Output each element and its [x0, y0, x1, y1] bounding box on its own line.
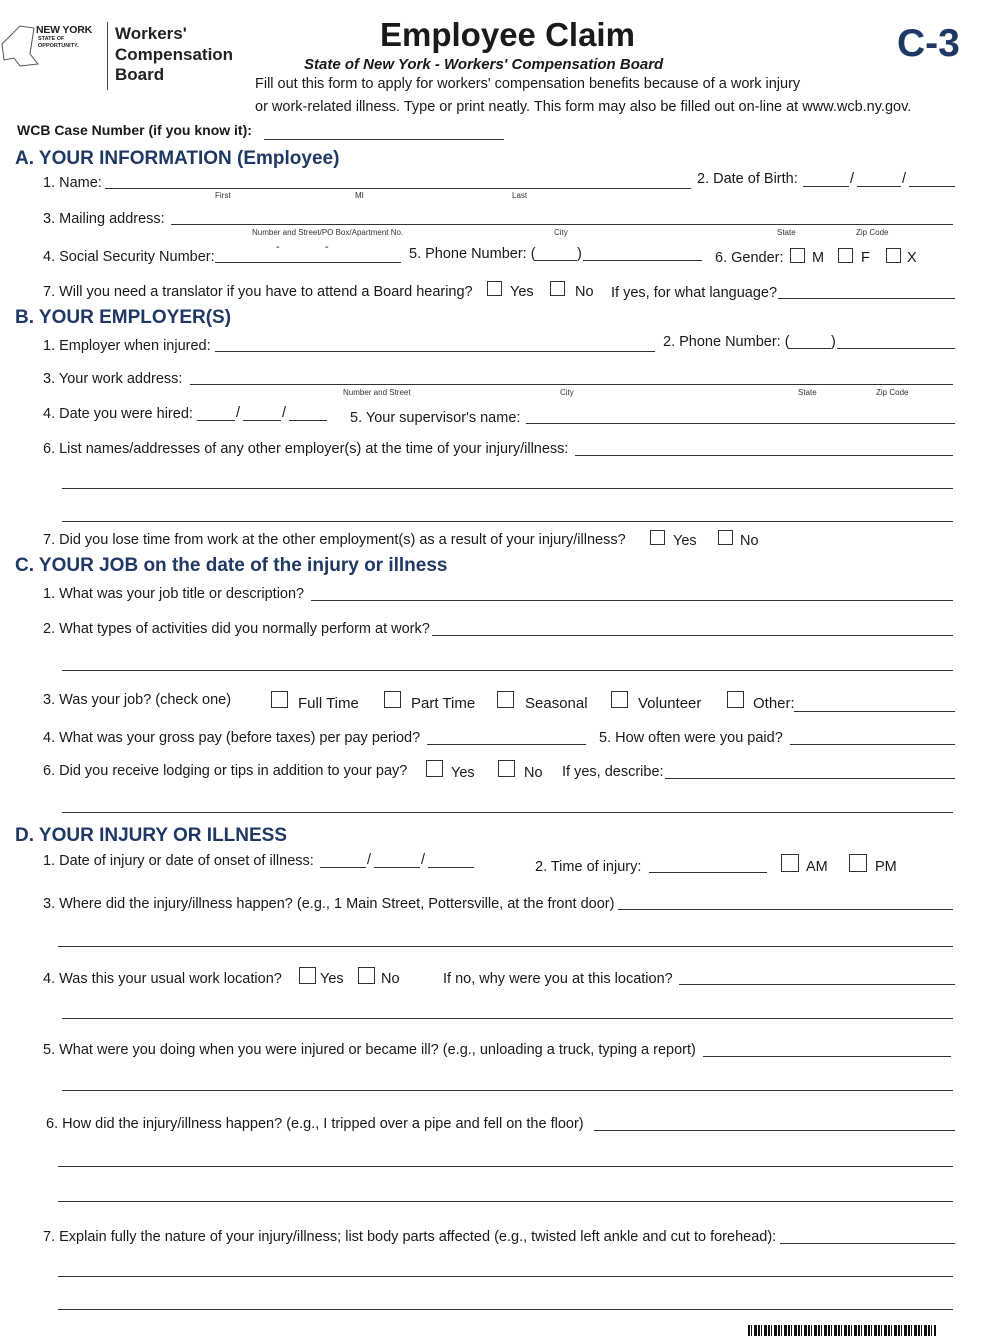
- hired-day-field[interactable]: [243, 420, 281, 421]
- phone-close-paren: ): [577, 246, 582, 262]
- case-number-label: WCB Case Number (if you know it):: [17, 122, 252, 138]
- nys-logo: [0, 10, 105, 82]
- gender-x-label: X: [907, 250, 917, 266]
- other-employers-field[interactable]: [575, 455, 953, 456]
- section-d-title: D. YOUR INJURY OR ILLNESS: [15, 825, 288, 846]
- intro-line1: Fill out this form to apply for workers' compensation benefits because of a work injury: [255, 76, 801, 92]
- section-a-title: A. YOUR INFORMATION (Employee): [15, 148, 340, 169]
- job-other-field[interactable]: [794, 711, 955, 712]
- gender-m-checkbox[interactable]: [790, 248, 805, 263]
- how-label: 6. How did the injury/illness happen? (e.g., I tripped over a pipe and fell on the floor): [46, 1116, 584, 1132]
- lodging-describe-field[interactable]: [665, 778, 955, 779]
- injury-where-field-line2[interactable]: [58, 946, 953, 947]
- page-subtitle: State of New York - Workers' Compensation Board: [304, 56, 664, 73]
- usual-location-yes-checkbox[interactable]: [299, 967, 316, 984]
- how-field[interactable]: [594, 1130, 955, 1131]
- hired-slash: /: [282, 405, 287, 421]
- address-hint-state: State: [777, 228, 796, 237]
- job-fulltime-label: Full Time: [298, 695, 359, 712]
- dob-year-field[interactable]: [909, 186, 955, 187]
- gender-f-label: F: [861, 250, 870, 266]
- language-label: If yes, for what language?: [611, 285, 778, 301]
- supervisor-label: 5. Your supervisor's name:: [350, 410, 521, 426]
- other-employers-label: 6. List names/addresses of any other employer(s) at the time of your injury/illness:: [43, 441, 569, 457]
- lodging-label: 6. Did you receive lodging or tips in addition to your pay?: [43, 763, 408, 779]
- doing-label: 5. What were you doing when you were injured or became ill? (e.g., unloading a truck, typing a report): [43, 1042, 696, 1058]
- why-location-label: If no, why were you at this location?: [443, 971, 673, 987]
- gross-pay-label: 4. What was your gross pay (before taxes) per pay period?: [43, 730, 421, 746]
- translator-yes-label: Yes: [510, 284, 534, 300]
- employer-phone-number-field[interactable]: [837, 348, 955, 349]
- job-volunteer-label: Volunteer: [638, 695, 702, 712]
- nature-field-line2[interactable]: [58, 1276, 953, 1277]
- ssn-label: 4. Social Security Number:: [43, 249, 215, 265]
- phone-label: 5. Phone Number: (: [409, 246, 536, 262]
- phone-number-field[interactable]: [583, 260, 702, 261]
- usual-location-label: 4. Was this your usual work location?: [43, 971, 282, 987]
- mailing-address-field[interactable]: [171, 224, 953, 225]
- lodging-yes-label: Yes: [451, 765, 475, 781]
- injury-am-checkbox[interactable]: [781, 854, 799, 872]
- ssn-field[interactable]: [215, 262, 401, 263]
- nature-label: 7. Explain fully the nature of your injury/illness; list body parts affected (e.g., twisted left ankle and cut to forehead):: [43, 1229, 777, 1245]
- job-title-field[interactable]: [311, 600, 953, 601]
- page-title: Employee Claim: [380, 16, 635, 53]
- injury-am-label: AM: [806, 859, 828, 875]
- lodging-describe-field-line2[interactable]: [62, 812, 953, 813]
- employer-phone-close-paren: ): [831, 334, 836, 350]
- name-field[interactable]: [105, 188, 691, 189]
- injury-where-field[interactable]: [618, 909, 953, 910]
- ny-state-outline-icon: [0, 14, 40, 74]
- hired-month-field[interactable]: [197, 420, 235, 421]
- lost-time-no-checkbox[interactable]: [718, 530, 733, 545]
- work-address-label: 3. Your work address:: [43, 371, 183, 387]
- nature-field[interactable]: [780, 1243, 955, 1244]
- phone-area-field[interactable]: [535, 260, 577, 261]
- doing-field[interactable]: [703, 1056, 951, 1057]
- gross-pay-field[interactable]: [427, 744, 586, 745]
- injury-year-field[interactable]: [428, 867, 474, 868]
- injury-date-label: 1. Date of injury or date of onset of illness:: [43, 853, 314, 869]
- agency-line3: Board: [115, 65, 165, 84]
- how-field-line2[interactable]: [58, 1166, 953, 1167]
- form-code: C-3: [897, 22, 960, 65]
- employer-field[interactable]: [215, 351, 655, 352]
- ssn-dash: -: [325, 241, 329, 253]
- injury-month-field[interactable]: [320, 867, 366, 868]
- logo-divider: [107, 22, 108, 90]
- gender-x-checkbox[interactable]: [886, 248, 901, 263]
- employer-phone-area-field[interactable]: [789, 348, 831, 349]
- job-seasonal-label: Seasonal: [525, 695, 588, 712]
- employer-label: 1. Employer when injured:: [43, 338, 211, 354]
- doing-field-line2[interactable]: [62, 1090, 953, 1091]
- job-parttime-label: Part Time: [411, 695, 476, 712]
- job-parttime-checkbox[interactable]: [384, 691, 401, 708]
- work-address-hint-city: City: [560, 388, 574, 397]
- usual-location-no-label: No: [381, 971, 400, 987]
- hired-slash: /: [236, 405, 241, 421]
- lodging-no-label: No: [524, 765, 543, 781]
- job-type-label: 3. Was your job? (check one): [43, 692, 232, 708]
- lost-time-no-label: No: [740, 533, 759, 549]
- why-location-field-line2[interactable]: [62, 1018, 953, 1019]
- hired-year-field[interactable]: [289, 420, 327, 421]
- name-hint-first: First: [215, 191, 231, 200]
- dob-slash: /: [850, 171, 855, 187]
- why-location-field[interactable]: [679, 984, 955, 985]
- pay-frequency-label: 5. How often were you paid?: [599, 730, 783, 746]
- job-title-label: 1. What was your job title or description?: [43, 586, 305, 602]
- translator-label: 7. Will you need a translator if you have to attend a Board hearing?: [43, 284, 473, 300]
- address-hint-street: Number and Street/PO Box/Apartment No.: [252, 228, 404, 237]
- job-fulltime-checkbox[interactable]: [271, 691, 288, 708]
- job-other-checkbox[interactable]: [727, 691, 744, 708]
- usual-location-no-checkbox[interactable]: [358, 967, 375, 984]
- name-hint-mi: MI: [355, 191, 364, 200]
- logo-line2: STATE OF: [38, 36, 65, 42]
- work-address-hint-zip: Zip Code: [876, 388, 909, 397]
- work-address-hint-state: State: [798, 388, 817, 397]
- job-seasonal-checkbox[interactable]: [497, 691, 514, 708]
- injury-time-label: 2. Time of injury:: [535, 859, 642, 875]
- gender-f-checkbox[interactable]: [838, 248, 853, 263]
- lost-time-yes-label: Yes: [673, 533, 697, 549]
- translator-no-checkbox[interactable]: [550, 281, 565, 296]
- translator-yes-checkbox[interactable]: [487, 281, 502, 296]
- activities-label: 2. What types of activities did you normally perform at work?: [43, 621, 430, 637]
- barcode-image: [748, 1325, 936, 1336]
- gender-m-label: M: [812, 250, 825, 266]
- lost-time-yes-checkbox[interactable]: [650, 530, 665, 545]
- agency-line1: Workers': [115, 24, 187, 43]
- language-field[interactable]: [778, 298, 955, 299]
- supervisor-field[interactable]: [526, 423, 955, 424]
- job-other-label: Other:: [753, 695, 795, 712]
- injury-time-field[interactable]: [649, 872, 767, 873]
- logo-line3: OPPORTUNITY.: [38, 43, 79, 49]
- logo-line1: NEW YORK: [36, 24, 92, 36]
- agency-line2: Compensation: [115, 45, 234, 64]
- employer-phone-label: 2. Phone Number: (: [663, 334, 790, 350]
- nature-field-line3[interactable]: [58, 1309, 953, 1310]
- translator-no-label: No: [575, 284, 594, 300]
- work-address-hint-street: Number and Street: [343, 388, 411, 397]
- lost-time-label: 7. Did you lose time from work at the other employment(s) as a result of your injury/illness?: [43, 532, 626, 548]
- injury-where-label: 3. Where did the injury/illness happen? (e.g., 1 Main Street, Pottersville, at the front door): [43, 896, 615, 912]
- name-label: 1. Name:: [43, 175, 102, 191]
- section-c-title: C. YOUR JOB on the date of the injury or illness: [15, 555, 448, 576]
- job-volunteer-checkbox[interactable]: [611, 691, 628, 708]
- injury-day-field[interactable]: [374, 867, 420, 868]
- address-hint-zip: Zip Code: [856, 228, 889, 237]
- pay-frequency-field[interactable]: [790, 744, 955, 745]
- usual-location-yes-label: Yes: [320, 971, 344, 987]
- how-field-line3[interactable]: [58, 1201, 953, 1202]
- injury-pm-label: PM: [875, 859, 897, 875]
- lodging-yes-checkbox[interactable]: [426, 760, 443, 777]
- address-hint-city: City: [554, 228, 568, 237]
- mailing-address-label: 3. Mailing address:: [43, 211, 165, 227]
- dob-label: 2. Date of Birth:: [697, 171, 798, 187]
- ssn-dash: -: [276, 241, 280, 253]
- injury-date-slash: /: [421, 852, 426, 868]
- intro-line2: or work-related illness. Type or print neatly. This form may also be filled out on-line at www.wcb.ny.gov.: [255, 99, 912, 115]
- lodging-no-checkbox[interactable]: [498, 760, 515, 777]
- section-b-title: B. YOUR EMPLOYER(S): [15, 307, 232, 328]
- injury-pm-checkbox[interactable]: [849, 854, 867, 872]
- other-employers-field-line3[interactable]: [62, 521, 953, 522]
- lodging-describe-label: If yes, describe:: [562, 764, 664, 780]
- dob-month-field[interactable]: [803, 186, 849, 187]
- gender-label: 6. Gender:: [715, 250, 784, 266]
- other-employers-field-line2[interactable]: [62, 488, 953, 489]
- dob-slash: /: [902, 171, 907, 187]
- injury-date-slash: /: [367, 852, 372, 868]
- activities-field[interactable]: [432, 635, 953, 636]
- name-hint-last: Last: [512, 191, 528, 200]
- work-address-field[interactable]: [190, 384, 953, 385]
- dob-day-field[interactable]: [857, 186, 901, 187]
- activities-field-line2[interactable]: [62, 670, 953, 671]
- case-number-field[interactable]: [264, 139, 504, 140]
- hired-date-label: 4. Date you were hired:: [43, 406, 193, 422]
